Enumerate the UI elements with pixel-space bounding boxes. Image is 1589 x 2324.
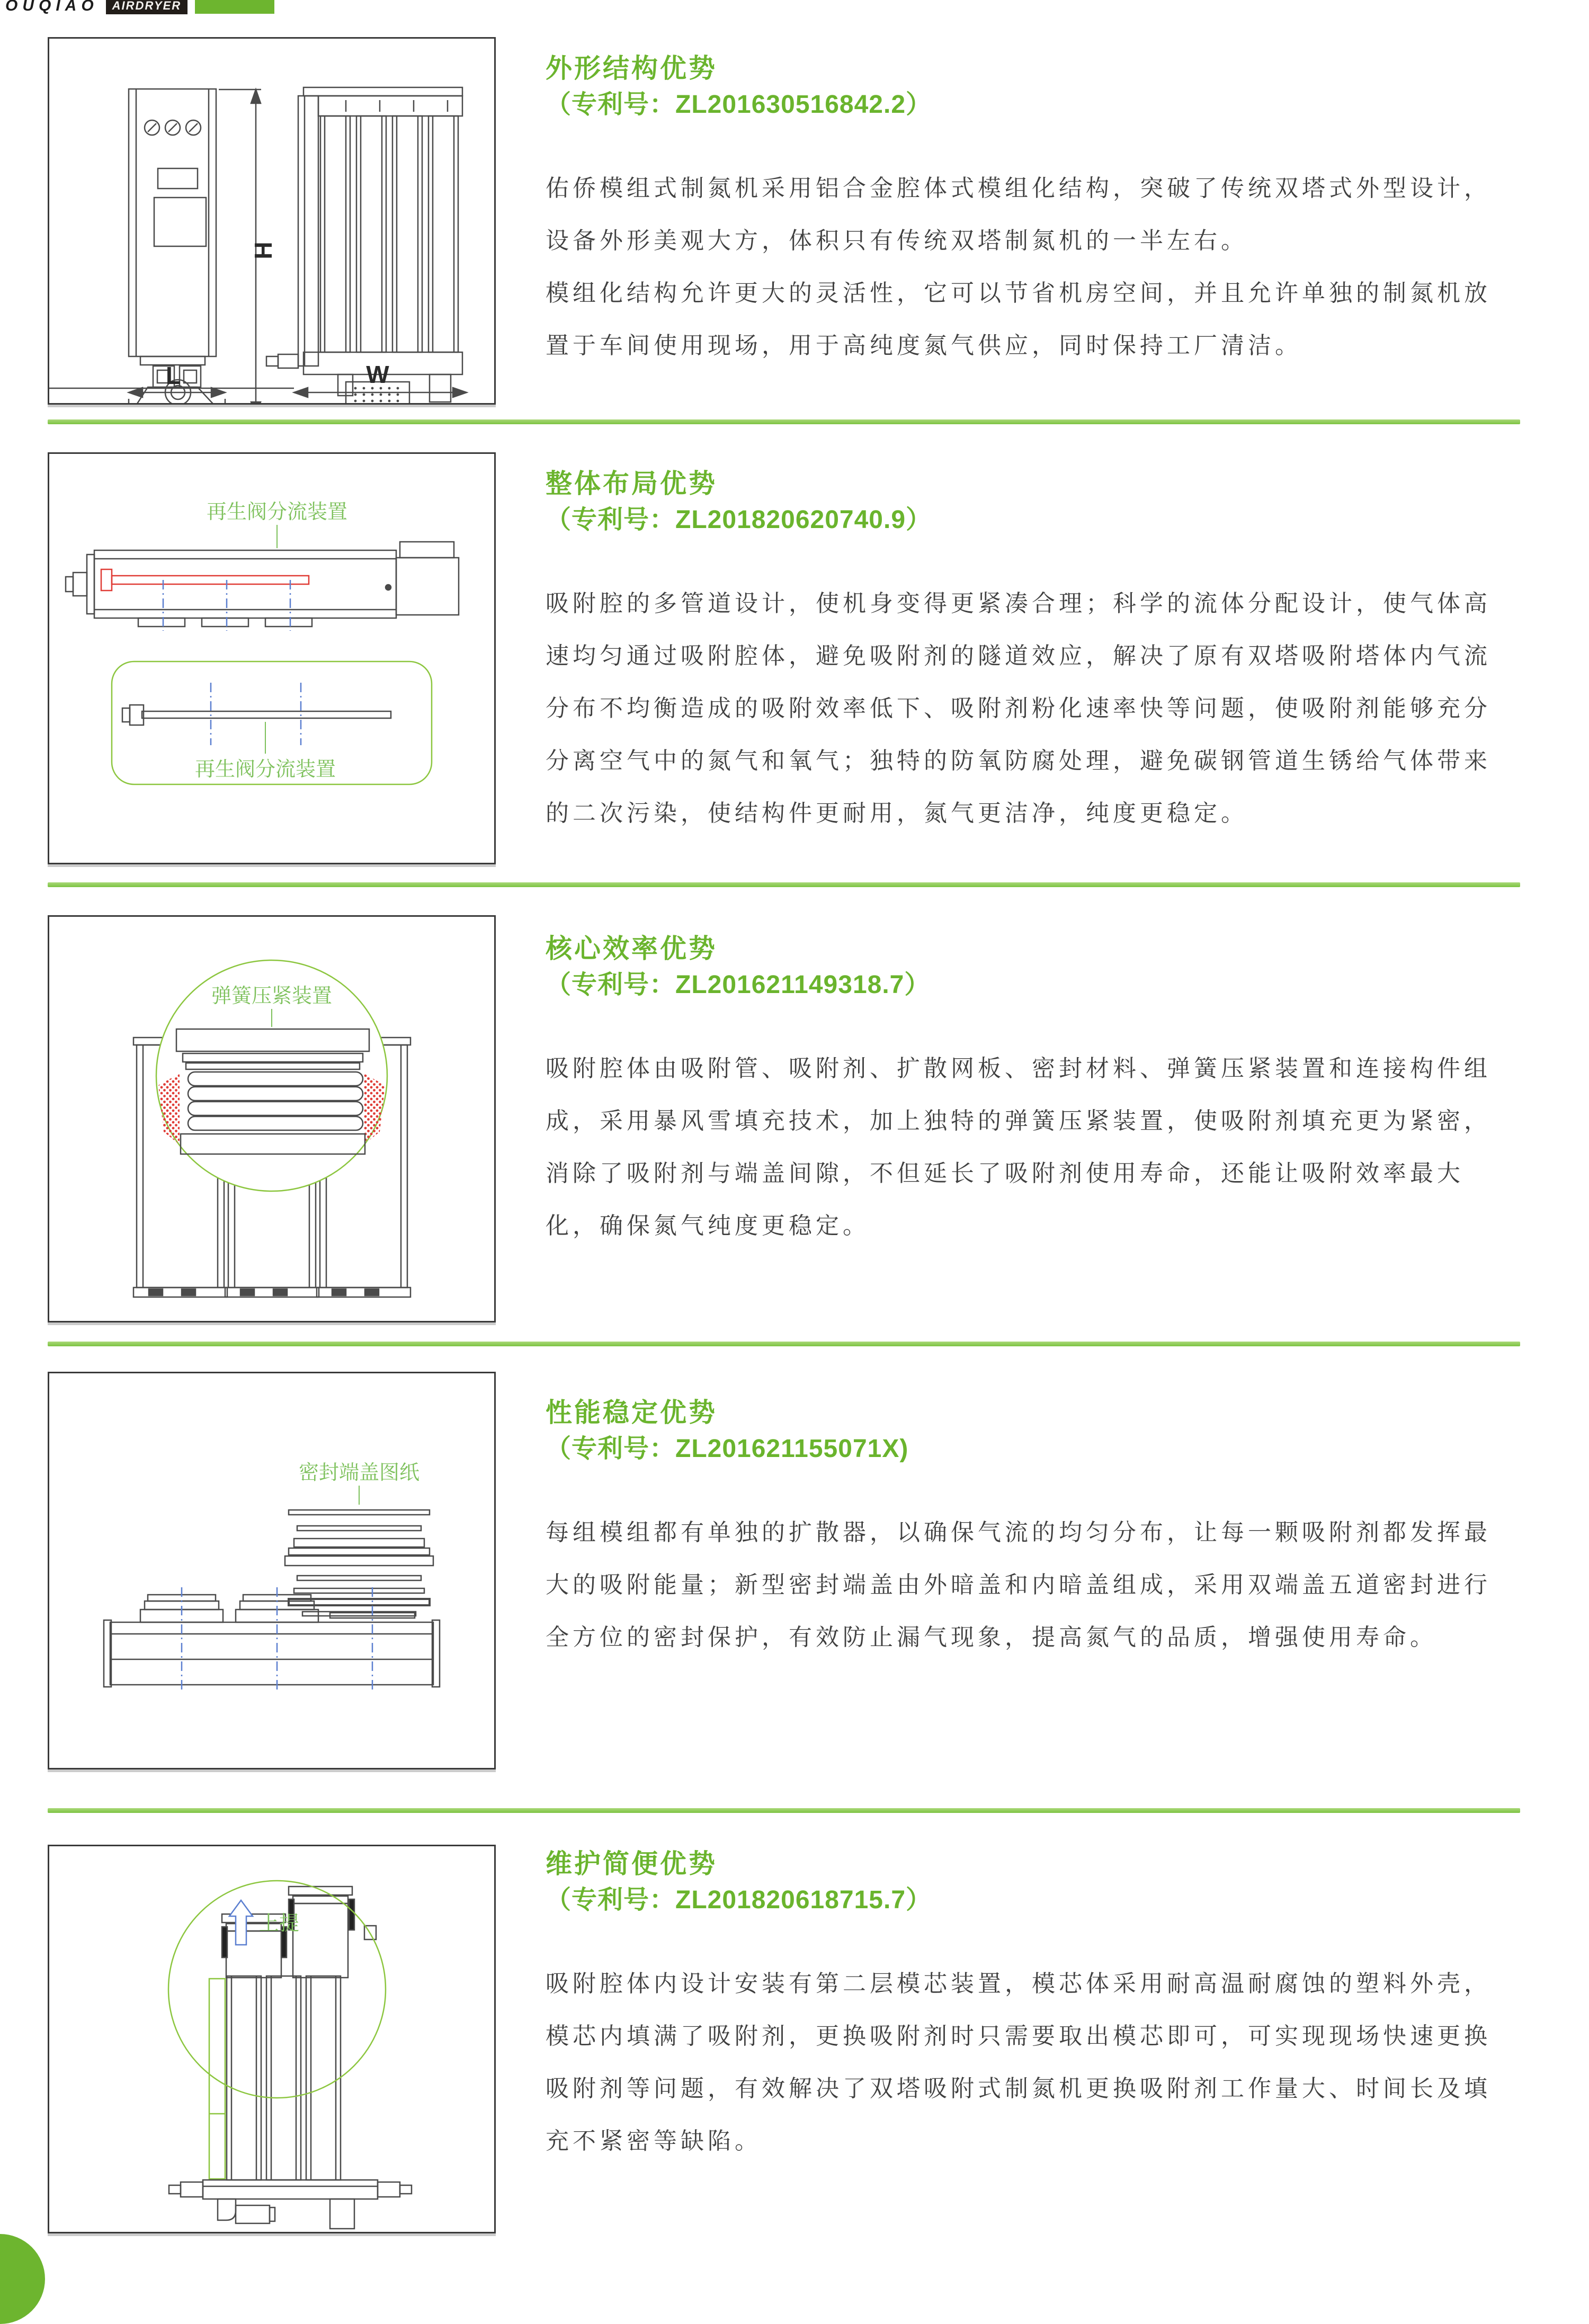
cabinet-side-view <box>266 87 462 403</box>
centerlines-top <box>163 580 290 631</box>
patent-number: （专利号：ZL201621149318.7） <box>546 971 931 999</box>
logo-brand-text: OUQIAO <box>5 0 99 14</box>
section-divider <box>48 1342 1520 1346</box>
section-title: 性能稳定优势 <box>546 1398 717 1427</box>
body-line: 充不紧密等缺陷。 <box>546 2128 762 2154</box>
body-line: 每组模组都有单独的扩散器，以确保气流的均匀分布，让每一颗吸附剂都发挥最 <box>546 1519 1491 1545</box>
dimension-drawing <box>49 39 494 403</box>
perforated-tray-dots <box>354 387 399 403</box>
body-line: 化，确保氮气纯度更稳定。 <box>546 1213 870 1239</box>
body-line: 吸附腔体由吸附管、吸附剂、扩散网板、密封材料、弹簧压紧装置和连接构件组 <box>546 1056 1491 1081</box>
patent-number: （专利号：ZL201820618715.7） <box>546 1886 932 1914</box>
section-easy-maintenance <box>546 1848 1541 2167</box>
drawing-box-overall-layout <box>48 452 496 864</box>
drawing-label: 密封端盖图纸 <box>298 1462 420 1484</box>
highlighted-flow-pipe <box>101 569 309 591</box>
spring-compression-drawing <box>49 917 494 1321</box>
body-line: 佑侨模组式制氮机采用铝合金腔体式模组化结构，突破了传统双塔式外型设计， <box>546 175 1491 201</box>
centerlines-bottom <box>211 683 301 745</box>
cabinet-front-view <box>122 89 231 403</box>
patent-number: （专利号：ZL201630516842.2） <box>546 91 932 119</box>
logo-badge: AIRDRYER <box>106 0 188 14</box>
corner-decoration <box>0 2234 45 2324</box>
machine-columns <box>227 1926 376 2180</box>
section-title: 整体布局优势 <box>546 469 717 498</box>
body-line: 模芯内填满了吸附剂，更换吸附剂时只需要取出模芯即可，可实现现场快速更换 <box>546 2023 1491 2049</box>
body-line: 模组化结构允许更大的灵活性，它可以节省机房空间，并且允许单独的制氮机放 <box>546 280 1491 306</box>
seal-end-cap-drawing <box>49 1373 494 1768</box>
section-body <box>546 1506 1541 1664</box>
body-line: 分离空气中的氮气和氧气；独特的防氧防腐处理，避免碳钢管道生锈给气体带来 <box>546 748 1491 774</box>
drawing-box-shape-structure <box>48 37 496 405</box>
section-shape-structure <box>546 53 1541 372</box>
body-line: 大的吸附能量；新型密封端盖由外暗盖和内暗盖组成，采用双端盖五道密封进行 <box>546 1572 1491 1598</box>
bottom-manifold <box>169 2180 412 2229</box>
dim-l-label: L <box>165 362 181 389</box>
body-line: 置于车间使用现场，用于高纯度氮气供应，同时保持工厂清洁。 <box>546 333 1302 359</box>
body-line: 吸附腔的多管道设计，使机身变得更紧凑合理；科学的流体分配设计，使气体高 <box>546 591 1491 616</box>
seal-highlight-left <box>158 1074 180 1145</box>
body-line: 全方位的密封保护，有效防止漏气现象，提高氮气的品质，增强使用寿命。 <box>546 1624 1437 1650</box>
section-title: 维护简便优势 <box>546 1849 717 1879</box>
body-line: 吸附剂等问题，有效解决了双塔吸附式制氮机更换吸附剂工作量大、时间长及填 <box>546 2076 1491 2102</box>
body-line: 设备外形美观大方，体积只有传统双塔制氮机的一半左右。 <box>546 228 1248 254</box>
section-title: 核心效率优势 <box>546 934 717 963</box>
section-divider <box>48 419 1520 424</box>
drawing-label-top: 再生阀分流装置 <box>206 501 348 523</box>
drawing-box-easy-maintenance <box>48 1845 496 2233</box>
section-core-efficiency <box>546 933 1541 1252</box>
drawing-box-stable-performance <box>48 1372 496 1769</box>
body-line: 吸附腔体内设计安装有第二层模芯装置，模芯体采用耐高温耐腐蚀的塑料外壳， <box>546 1971 1491 1997</box>
body-line: 消除了吸附剂与端盖间隙，不但延长了吸附剂使用寿命，还能让吸附效率最大 <box>546 1160 1464 1186</box>
exploded-end-cap-stack <box>285 1510 433 1616</box>
section-body <box>546 577 1541 839</box>
module-guide-outline <box>209 1979 225 2179</box>
dim-w-label: W <box>366 361 389 388</box>
drawing-label: 弹簧压紧装置 <box>211 985 333 1007</box>
section-title: 外形结构优势 <box>546 53 717 83</box>
section-divider <box>48 882 1520 887</box>
diverter-rod <box>122 705 391 725</box>
section-stable-performance <box>546 1397 1541 1664</box>
centerlines <box>182 1587 372 1691</box>
patent-number: （专利号：ZL201820620740.9） <box>546 506 932 534</box>
width-dimension <box>49 388 467 397</box>
seal-highlight-right <box>364 1074 385 1145</box>
manifold-body <box>104 1595 440 1687</box>
patent-number: （专利号：ZL201621155071X) <box>546 1435 909 1463</box>
cartridge-lift-drawing <box>49 1846 494 2232</box>
section-divider <box>48 1808 1520 1813</box>
brand-logo <box>5 0 274 15</box>
body-line: 的二次污染，使结构件更耐用，氮气更洁净，纯度更稳定。 <box>546 800 1248 826</box>
drawing-box-core-efficiency <box>48 915 496 1322</box>
drawing-label: 上提 <box>259 1912 300 1935</box>
section-body <box>546 1957 1541 2167</box>
dim-h-label: H <box>249 242 277 260</box>
section-body <box>546 162 1541 372</box>
body-line: 速均匀通过吸附腔体，避免吸附剂的隧道效应，解决了原有双塔吸附塔体内气流 <box>546 643 1491 669</box>
section-overall-layout <box>546 468 1541 839</box>
section-body <box>546 1042 1541 1252</box>
regeneration-valve-drawing <box>49 454 494 863</box>
drawing-label-bottom: 再生阀分流装置 <box>194 758 336 781</box>
body-line: 成，采用暴风雪填充技术，加上独特的弹簧压紧装置，使吸附剂填充更为紧密， <box>546 1108 1491 1134</box>
logo-green-block-icon <box>195 0 274 14</box>
body-line: 分布不均衡造成的吸附效率低下、吸附剂粉化速率快等问题，使吸附剂能够充分 <box>546 695 1491 721</box>
